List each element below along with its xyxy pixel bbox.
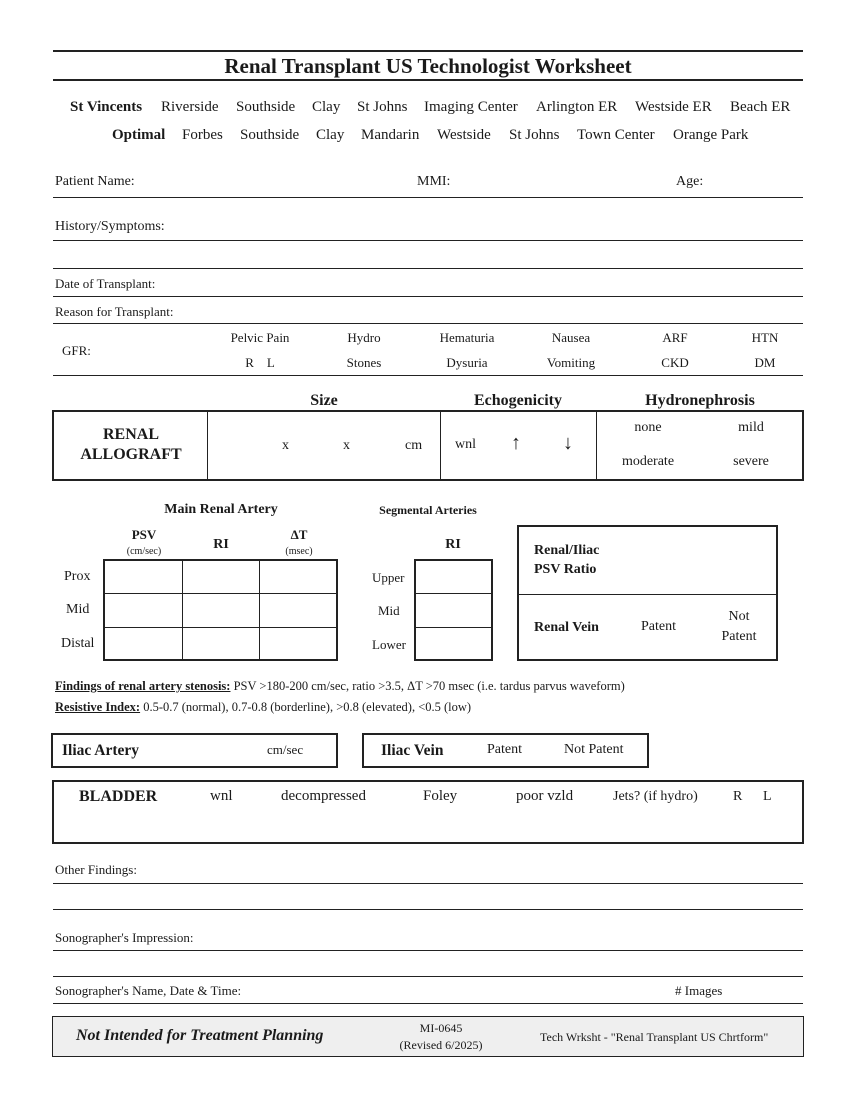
impression-line[interactable] (53, 976, 803, 977)
transplant-date-line[interactable] (53, 296, 803, 297)
iliac-vein-not-patent-option[interactable]: Not Patent (564, 742, 624, 757)
symptom-option[interactable]: Dysuria (446, 355, 488, 370)
bladder-label: BLADDER (79, 788, 158, 805)
iliac-artery-unit: cm/sec (267, 742, 304, 757)
location-option[interactable]: Clay (316, 127, 345, 143)
grid-line (415, 627, 492, 628)
gfr-line (53, 375, 803, 376)
resistive-index-label: Resistive Index: (55, 700, 141, 714)
gfr-label: GFR: (62, 343, 91, 358)
symptom-option[interactable]: Hydro (347, 330, 381, 345)
stenosis-criteria-label: Findings of renal artery stenosis: (55, 679, 231, 693)
prox-ri-cell[interactable] (183, 561, 258, 592)
segmental-ri-header: RI (445, 537, 461, 552)
location-option[interactable]: St Johns (357, 99, 408, 115)
upper-ri-cell[interactable] (416, 561, 491, 592)
hydro-option[interactable]: moderate (621, 454, 675, 469)
mmi-label: MMI: (417, 174, 451, 189)
jets-left-option[interactable]: L (763, 789, 772, 804)
sonographer-line[interactable] (53, 1003, 803, 1004)
jets-right-option[interactable]: R (733, 789, 743, 804)
location-option[interactable]: Arlington ER (536, 99, 618, 115)
renal-iliac-ratio-label: Renal/Iliac (534, 543, 600, 558)
delta-t-header: ΔT (290, 527, 308, 542)
iliac-vein-label: Iliac Vein (381, 742, 444, 759)
allograft-divider (596, 411, 597, 480)
allograft-divider (440, 411, 441, 480)
location-option[interactable]: Westside ER (635, 99, 712, 115)
location-option[interactable]: Westside (437, 127, 491, 143)
allograft-label: ALLOGRAFT (80, 446, 182, 463)
renal-vein-not-patent-option[interactable]: Not (728, 609, 750, 624)
grid-line (104, 627, 337, 628)
size-x-separator: x (282, 438, 289, 453)
location-option[interactable]: Beach ER (730, 99, 791, 115)
other-findings-label: Other Findings: (55, 862, 137, 877)
location-option[interactable]: Town Center (577, 127, 655, 143)
location-option[interactable]: Southside (236, 99, 296, 115)
allograft-divider (207, 411, 208, 480)
bladder-option[interactable]: decompressed (281, 788, 366, 804)
location-option[interactable]: Mandarin (361, 127, 420, 143)
mid-dt-cell[interactable] (260, 595, 336, 626)
main-artery-row-label: Distal (61, 636, 95, 651)
patient-name-label: Patient Name: (55, 174, 135, 189)
segmental-arteries-title: Segmental Arteries (379, 503, 477, 517)
main-renal-artery-title: Main Renal Artery (164, 502, 278, 517)
images-count-label: # Images (675, 983, 723, 998)
bladder-option[interactable]: Foley (423, 788, 458, 804)
ratio-divider (519, 594, 776, 595)
symptom-option[interactable]: Pelvic Pain (230, 330, 290, 345)
echo-decreased-arrow-icon[interactable]: ↓ (563, 432, 573, 454)
renal-vein-patent-option[interactable]: Patent (641, 619, 676, 634)
worksheet-title: Renal Transplant US Technologist Worksheet (224, 54, 632, 78)
location-option[interactable]: Clay (312, 99, 341, 115)
bladder-option[interactable]: wnl (210, 788, 233, 804)
prox-dt-cell[interactable] (260, 561, 336, 592)
transplant-date-label: Date of Transplant: (55, 276, 156, 291)
echo-wnl-option[interactable]: wnl (455, 437, 476, 452)
lower-ri-cell[interactable] (416, 629, 491, 659)
grid-line (415, 593, 492, 594)
distal-psv-cell[interactable] (105, 629, 181, 659)
transplant-reason-label: Reason for Transplant: (55, 304, 174, 319)
hydro-option[interactable]: severe (733, 454, 769, 469)
transplant-reason-line[interactable] (53, 323, 803, 324)
mid-psv-cell[interactable] (105, 595, 181, 626)
hydro-option[interactable]: none (634, 420, 662, 435)
psv-header: PSV (131, 527, 157, 542)
size-x-separator: x (343, 438, 350, 453)
symptom-option[interactable]: Nausea (551, 330, 591, 345)
symptom-option[interactable]: ARF (662, 330, 688, 345)
other-findings-line[interactable] (53, 883, 803, 884)
segmental-row-label: Mid (378, 603, 400, 618)
segmental-row-label: Upper (372, 570, 405, 585)
symptom-option[interactable]: Vomiting (546, 355, 596, 370)
location-option[interactable]: Imaging Center (424, 99, 518, 115)
symptom-option[interactable]: CKD (661, 355, 689, 370)
ratio-input[interactable] (620, 530, 770, 590)
impression-line[interactable] (53, 950, 803, 951)
ri-header: RI (213, 537, 229, 552)
symptom-option[interactable]: HTN (751, 330, 779, 345)
grid-line (104, 593, 337, 594)
stenosis-criteria-text: PSV >180-200 cm/sec, ratio >3.5, ΔT >70 msec (i.e. tardus parvus waveform) (230, 679, 625, 693)
location-option[interactable]: Orange Park (673, 127, 749, 143)
hydronephrosis-header: Hydronephrosis (645, 392, 755, 409)
main-artery-row-label: Mid (66, 602, 90, 617)
renal-vein-not-patent-option[interactable]: Patent (721, 629, 757, 644)
distal-dt-cell[interactable] (260, 629, 336, 659)
patient-line[interactable] (53, 197, 803, 198)
prox-psv-cell[interactable] (105, 561, 181, 592)
title-bottom-rule (53, 79, 803, 81)
distal-ri-cell[interactable] (183, 629, 258, 659)
iliac-artery-input[interactable] (170, 737, 260, 764)
symptom-option[interactable]: Stones (346, 355, 382, 370)
location-option[interactable]: Forbes (182, 127, 223, 143)
history-line[interactable] (53, 268, 803, 269)
size-header: Size (310, 392, 338, 409)
sonographer-label: Sonographer's Name, Date & Time: (55, 983, 242, 998)
footer-revised-date: (Revised 6/2025) (399, 1038, 483, 1052)
footer-form-number: MI-0645 (419, 1021, 463, 1035)
size-unit: cm (405, 438, 423, 453)
title-top-rule (53, 50, 803, 52)
mid-segment-ri-cell[interactable] (416, 595, 491, 626)
age-label: Age: (676, 174, 704, 189)
jets-label: Jets? (if hydro) (613, 789, 698, 804)
bladder-option[interactable]: poor vzld (516, 788, 574, 804)
echo-increased-arrow-icon[interactable]: ↑ (511, 432, 521, 454)
psv-unit: (cm/sec) (126, 546, 162, 557)
resistive-index-text: 0.5-0.7 (normal), 0.7-0.8 (borderline), >0.8 (elevated), <0.5 (low) (140, 700, 472, 714)
impression-label: Sonographer's Impression: (55, 930, 194, 945)
iliac-artery-label: Iliac Artery (62, 742, 140, 759)
footer-form-name: Tech Wrksht - "Renal Transplant US Chrtform" (540, 1030, 769, 1044)
stenosis-criteria (55, 679, 625, 694)
renal-vein-label: Renal Vein (534, 620, 599, 635)
optimal-label: Optimal (112, 127, 166, 143)
delta-t-unit: (msec) (285, 546, 313, 557)
iliac-vein-patent-option[interactable]: Patent (487, 742, 522, 757)
symptom-option[interactable]: R L (245, 355, 275, 370)
st-vincents-label: St Vincents (70, 99, 143, 115)
symptom-option[interactable]: Hematuria (439, 330, 495, 345)
hydro-option[interactable]: mild (738, 420, 764, 435)
footer-disclaimer: Not Intended for Treatment Planning (76, 1027, 324, 1044)
other-findings-line[interactable] (53, 909, 803, 910)
location-option[interactable]: Southside (240, 127, 300, 143)
mid-ri-cell[interactable] (183, 595, 258, 626)
main-artery-row-label: Prox (64, 569, 91, 584)
history-label: History/Symptoms: (55, 219, 165, 234)
echogenicity-header: Echogenicity (474, 392, 562, 409)
history-line[interactable] (53, 240, 803, 241)
location-option[interactable]: St Johns (509, 127, 560, 143)
segmental-row-label: Lower (372, 637, 406, 652)
resistive-index-criteria (55, 700, 471, 715)
allograft-label: RENAL (102, 426, 160, 443)
renal-iliac-ratio-label: PSV Ratio (534, 562, 597, 577)
symptom-option[interactable]: DM (754, 355, 776, 370)
location-option[interactable]: Riverside (161, 99, 219, 115)
